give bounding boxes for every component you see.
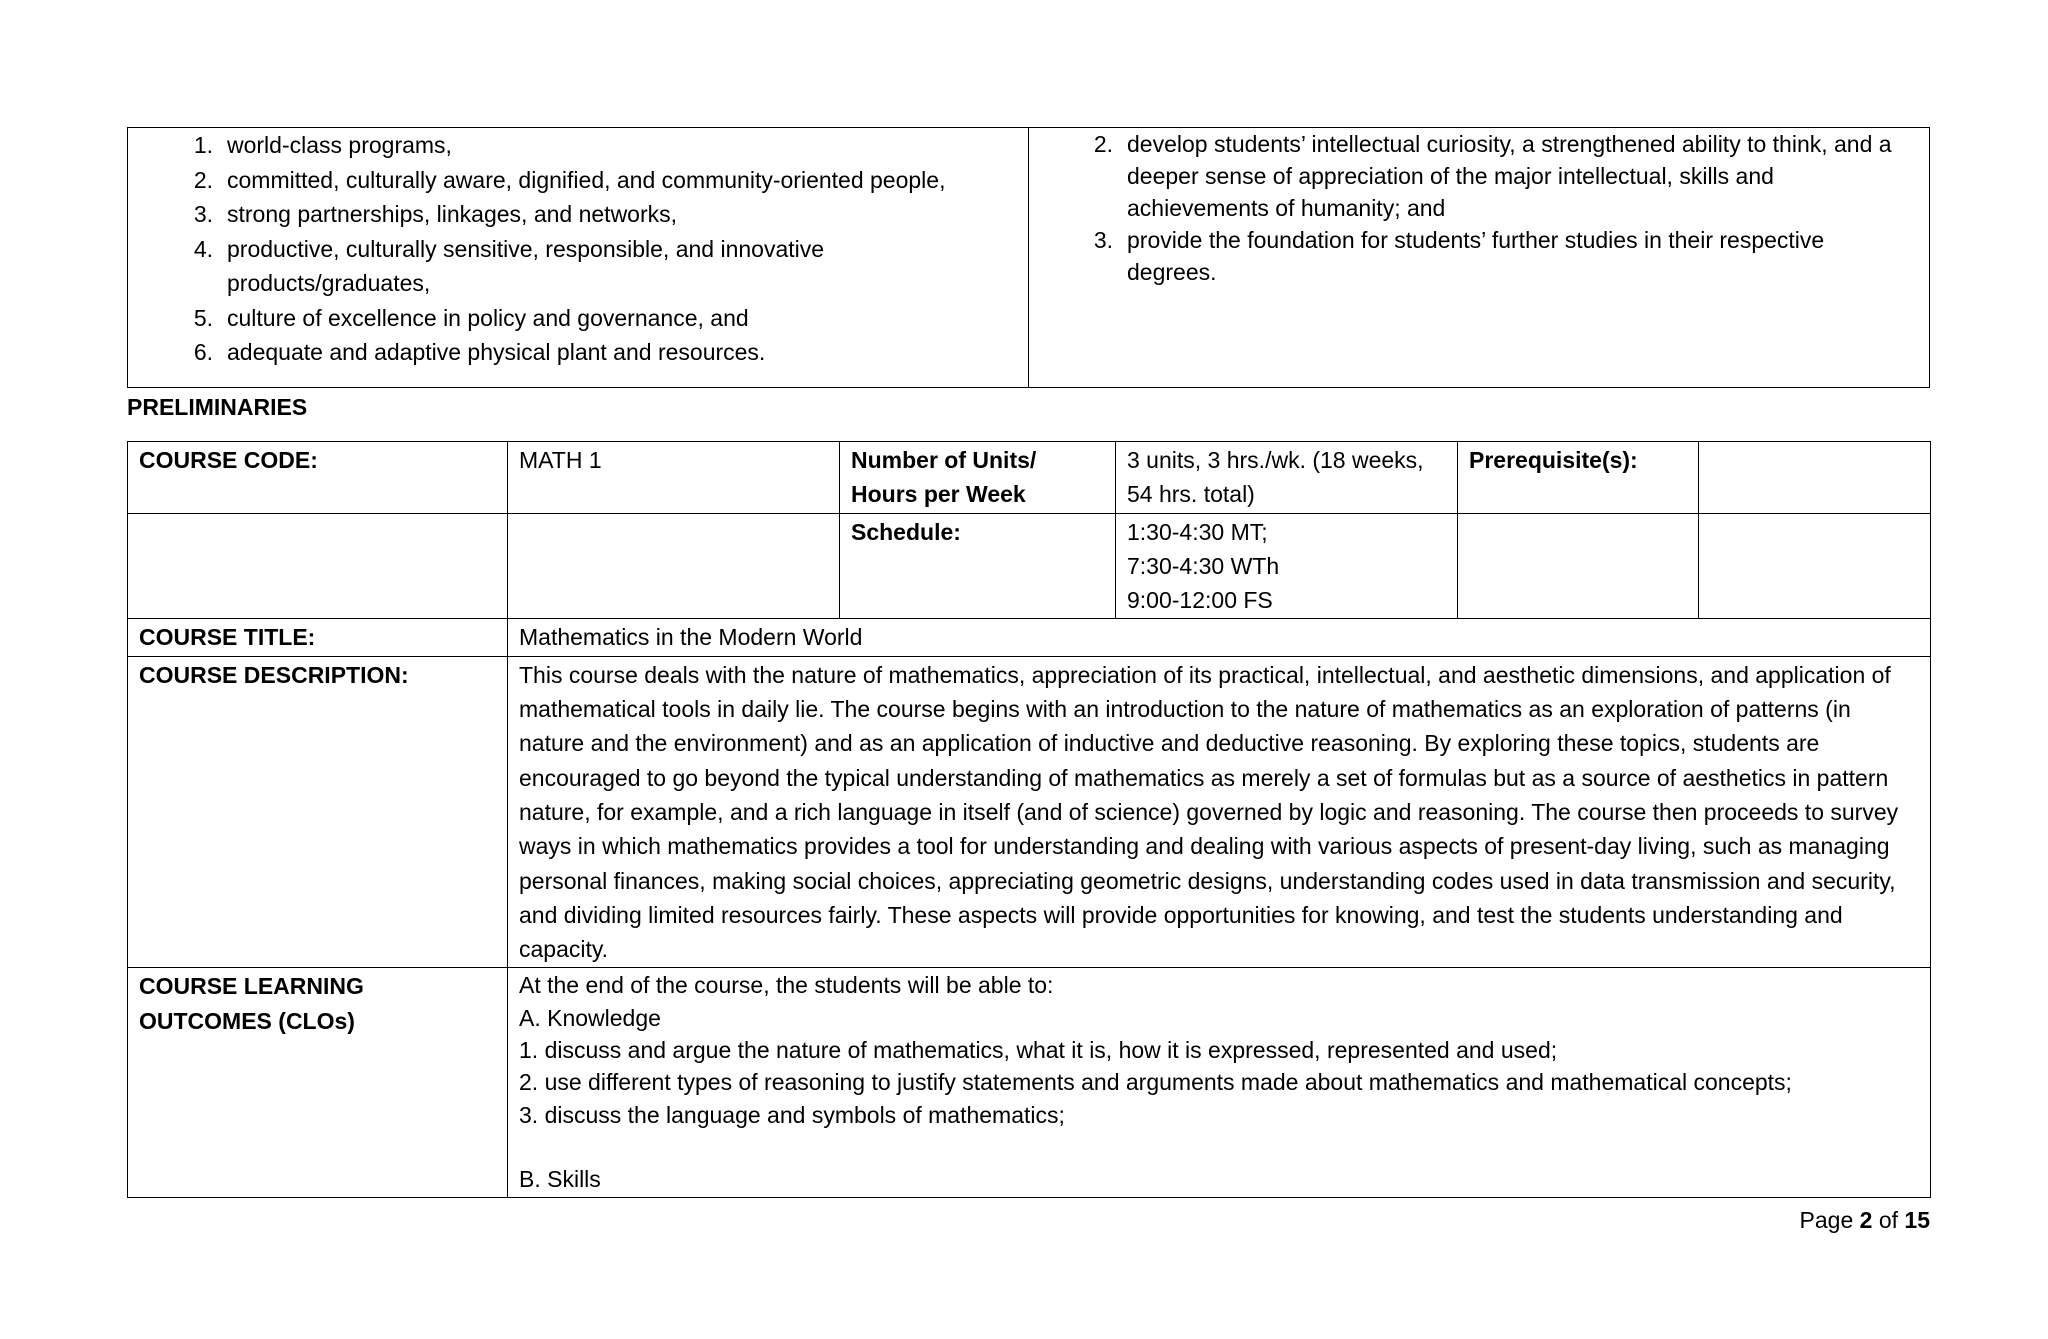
course-title-label: COURSE TITLE: — [128, 619, 508, 656]
course-code-value: MATH 1 — [508, 442, 840, 514]
course-description-text: This course deals with the nature of mathematics, appreciation of its practical, intellectual, and aesthetic dimensions, and application of mathematical tools in daily lie. The course begins with an introduction to the nature of mathematics as an exploration of patterns (in nature and the environment) and as an application of inductive and deductive reasoning. By exploring these topics, students are encouraged to go beyond the typical understanding of mathematics as merely a set of formulas but as a source of aesthetics in pattern nature, for example, and a rich language in itself (and of science) governed by logic and reasoning. The course then proceeds to survey ways in which mathematics provides a tool for understanding and dealing with various aspects of present-day living, such as managing personal finances, making social choices, appreciating geometric designs, understanding codes used in data transmission and security, and dividing limited resources fairly. These aspects will provide opportunities for knowing, and test the students understanding and capacity. — [508, 656, 1931, 968]
units-label: Number of Units/ Hours per Week — [840, 442, 1116, 514]
empty-cell — [128, 513, 508, 619]
list-item: 2. develop students’ intellectual curiosity, a strengthened ability to think, and a deeper sense of appreciation of the major intellectual, skills and achievements of humanity; and — [1093, 131, 1892, 221]
list-item: 2. committed, culturally aware, dignified, and community-oriented people, — [193, 166, 946, 193]
table-row — [128, 656, 1931, 968]
list-item: 3. strong partnerships, linkages, and networks, — [193, 201, 678, 227]
units-value: 3 units, 3 hrs./wk. (18 weeks, 54 hrs. total) — [1116, 442, 1458, 514]
table-row — [128, 513, 1931, 619]
schedule-label: Schedule: — [840, 513, 1116, 619]
section-heading: PRELIMINARIES — [127, 394, 308, 420]
clo-content: At the end of the course, the students will be able to: A. Knowledge 1. discuss and argue the nature of mathematics, what it is, how it is expressed, represented and used; 2. use different types of reasoning to justify statements and arguments made about mathematics and mathematical concepts; 3. discuss the language and symbols of mathematics; B. Skills — [508, 968, 1931, 1197]
prerequisite-label: Prerequisite(s): — [1458, 442, 1699, 514]
program-outcomes-list — [1077, 128, 1897, 288]
course-description-label: COURSE DESCRIPTION: — [128, 656, 508, 968]
list-item: 1. world-class programs, — [193, 132, 452, 158]
list-item: 4. productive, culturally sensitive, responsible, and innovative products/graduates, — [193, 235, 825, 296]
clo-label: COURSE LEARNING OUTCOMES (CLOs) — [128, 968, 508, 1197]
goals-box-divider — [1028, 127, 1029, 388]
course-title-value: Mathematics in the Modern World — [508, 619, 1931, 656]
empty-cell — [1699, 513, 1931, 619]
list-item: 5. culture of excellence in policy and governance, and — [193, 304, 749, 331]
institutional-outcomes-list — [177, 128, 1017, 370]
schedule-value: 1:30-4:30 MT; 7:30-4:30 WTh 9:00-12:00 FS — [1116, 513, 1458, 619]
table-row — [128, 619, 1931, 656]
list-item: 3. provide the foundation for students’ further studies in their respective degrees. — [1093, 227, 1825, 285]
list-item: 6. adequate and adaptive physical plant and resources. — [193, 339, 766, 365]
page-number: Page 2 of 15 — [1799, 1207, 1930, 1233]
table-row — [128, 968, 1931, 1197]
prerequisite-value — [1699, 442, 1931, 514]
course-code-label: COURSE CODE: — [128, 442, 508, 514]
table-row — [128, 442, 1931, 514]
empty-cell — [1458, 513, 1699, 619]
preliminaries-table — [127, 441, 1931, 1198]
empty-cell — [508, 513, 840, 619]
